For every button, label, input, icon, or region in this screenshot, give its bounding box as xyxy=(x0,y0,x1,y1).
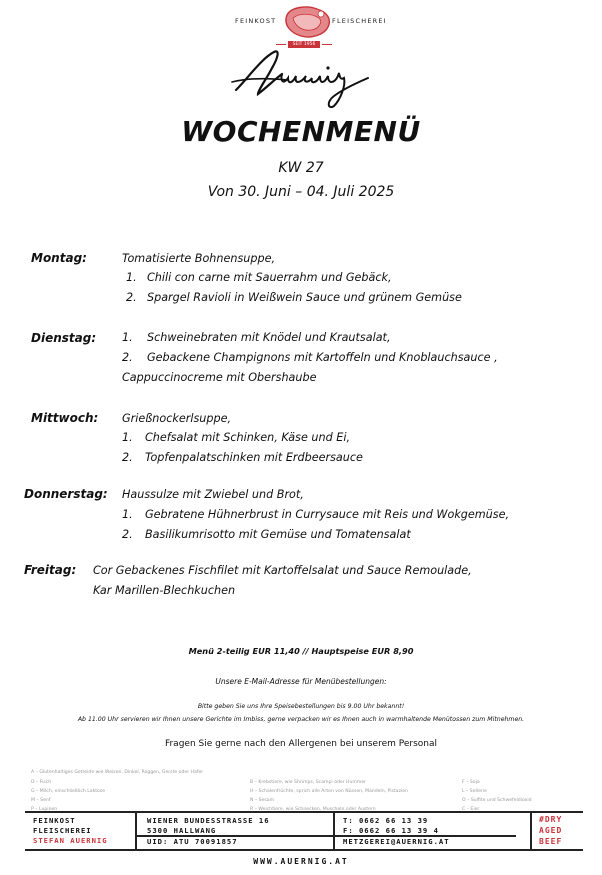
day-label: Montag: xyxy=(31,251,87,265)
logo-left-word: FEINKOST xyxy=(235,17,277,25)
menu-number: 1. xyxy=(122,508,133,521)
company-line: FEINKOST xyxy=(33,816,76,825)
allergen-item: N – Sesam xyxy=(250,798,275,803)
menu-line: Grießnockerlsuppe, xyxy=(122,412,232,425)
allergen-item: G – Milch, einschließlich Laktose xyxy=(31,789,106,794)
menu-line: Kar Marillen-Blechkuchen xyxy=(93,584,236,597)
fax: F: 0662 66 13 39 4 xyxy=(343,826,439,835)
menu-line: Topfenpalatschinken mit Erdbeersauce xyxy=(145,451,363,464)
menu-number: 2. xyxy=(122,351,133,364)
website-link[interactable]: WWW.AUERNIG.AT xyxy=(253,857,349,866)
day-label: Donnerstag: xyxy=(24,487,108,501)
menu-line: Chili con carne mit Sauerrahm und Gebäck, xyxy=(147,271,392,284)
allergen-item: B – Krebstiere, wie Shrimps, Scampi oder Hummer xyxy=(250,780,367,785)
day-label: Dienstag: xyxy=(31,331,97,345)
menu-number: 1. xyxy=(122,431,133,444)
menu-line: Tomatisierte Bohnensuppe, xyxy=(122,252,276,265)
tag-line: #DRY xyxy=(539,815,563,824)
tag-line: BEEF xyxy=(539,837,563,846)
footer-divider xyxy=(333,813,335,849)
uid: UID: ATU 70091857 xyxy=(147,837,238,846)
allergen-item: F – Soja xyxy=(462,780,480,785)
menu-line: Cappuccinocreme mit Obershaube xyxy=(122,371,317,384)
allergen-item: P – Lupinen xyxy=(31,807,58,812)
menu-line: Cor Gebackenes Fischfilet mit Kartoffelsalat und Sauce Remoulade, xyxy=(93,564,472,577)
day-label: Mittwoch: xyxy=(31,411,99,425)
logo-right-word: FLEISCHEREI xyxy=(332,17,387,25)
menu-line: Gebackene Champignons mit Kartoffeln und Knoblauchsauce , xyxy=(147,351,498,364)
footer-email[interactable]: METZGEREI@AUERNIG.AT xyxy=(343,837,450,846)
menu-number: 2. xyxy=(122,528,133,541)
allergen-item: O – Sulfite und Schwefeldioxid xyxy=(462,798,532,803)
company-name xyxy=(33,816,108,846)
brand-wordmark xyxy=(228,38,380,113)
footer-divider xyxy=(135,813,137,849)
day-label: Freitag: xyxy=(24,563,77,577)
dry-aged-beef-badge xyxy=(539,814,562,847)
order-note: Bitte geben Sie uns Ihre Speisebestellungen bis 9.00 Uhr bekannt! xyxy=(197,703,405,710)
menu-line: Gebratene Hühnerbrust in Currysauce mit Reis und Wokgemüse, xyxy=(145,508,510,521)
price-info: Menü 2-teilig EUR 11,40 // Hauptspeise EUR 8,90 xyxy=(188,646,414,656)
allergen-item: R – Weichtiere, wie Schnecken, Muscheln oder Austern xyxy=(250,807,376,812)
menu-number: 2. xyxy=(126,291,137,304)
footer-bar xyxy=(25,811,583,851)
allergen-item: L – Sellerie xyxy=(462,789,487,794)
company-line: FLEISCHEREI xyxy=(33,826,92,835)
date-range: Von 30. Juni – 04. Juli 2025 xyxy=(207,184,395,200)
allergen-note: Fragen Sie gerne nach den Allergenen bei unserem Personal xyxy=(164,739,438,749)
telephone: T: 0662 66 13 39 xyxy=(343,816,429,825)
menu-line: Spargel Ravioli in Weißwein Sauce und grünem Gemüse xyxy=(147,291,462,304)
allergen-item: M – Senf xyxy=(31,798,51,803)
menu-line: Haussulze mit Zwiebel und Brot, xyxy=(122,488,304,501)
allergen-item: D – Fisch xyxy=(31,780,52,785)
menu-number: 2. xyxy=(122,451,133,464)
footer-divider xyxy=(530,813,532,849)
menu-line: Basilikumrisotto mit Gemüse und Tomatensalat xyxy=(145,528,411,541)
allergen-item: C – Eier xyxy=(462,807,480,812)
week-number: KW 27 xyxy=(278,160,324,176)
phone-info xyxy=(343,816,439,836)
page-title: WOCHENMENÜ xyxy=(181,115,421,148)
email-note: Unsere E-Mail-Adresse für Menübestellungen: xyxy=(215,677,387,686)
menu-line: Chefsalat mit Schinken, Käse und Ei, xyxy=(145,431,351,444)
allergen-item: A – Glutenhaltiges Getreide wie Weizen, Dinkel, Roggen, Gerste oder Hafer xyxy=(31,770,204,775)
street: WIENER BUNDESSTRASSE 16 xyxy=(147,816,270,825)
service-note: Ab 11.00 Uhr servieren wir Ihnen unsere Gerichte im Imbiss, gerne verpacken wir es Ihnen auch in warmhaltende Menütossen zum Mitnehmen. xyxy=(77,716,525,723)
city: 5300 HALLWANG xyxy=(147,826,217,835)
steak-icon xyxy=(281,5,333,41)
menu-line: Schweinebraten mit Knödel und Krautsalat, xyxy=(147,331,391,344)
address xyxy=(147,816,270,836)
tag-line: AGED xyxy=(539,826,563,835)
menu-number: 1. xyxy=(126,271,137,284)
menu-number: 1. xyxy=(122,331,133,344)
established-badge: SEIT 1956 xyxy=(288,41,320,48)
allergen-item: H – Schalenfrüchte, sprich alle Arten von Nüssen, Mandeln, Pistazien xyxy=(250,789,408,794)
company-owner: STEFAN AUERNIG xyxy=(33,836,108,845)
